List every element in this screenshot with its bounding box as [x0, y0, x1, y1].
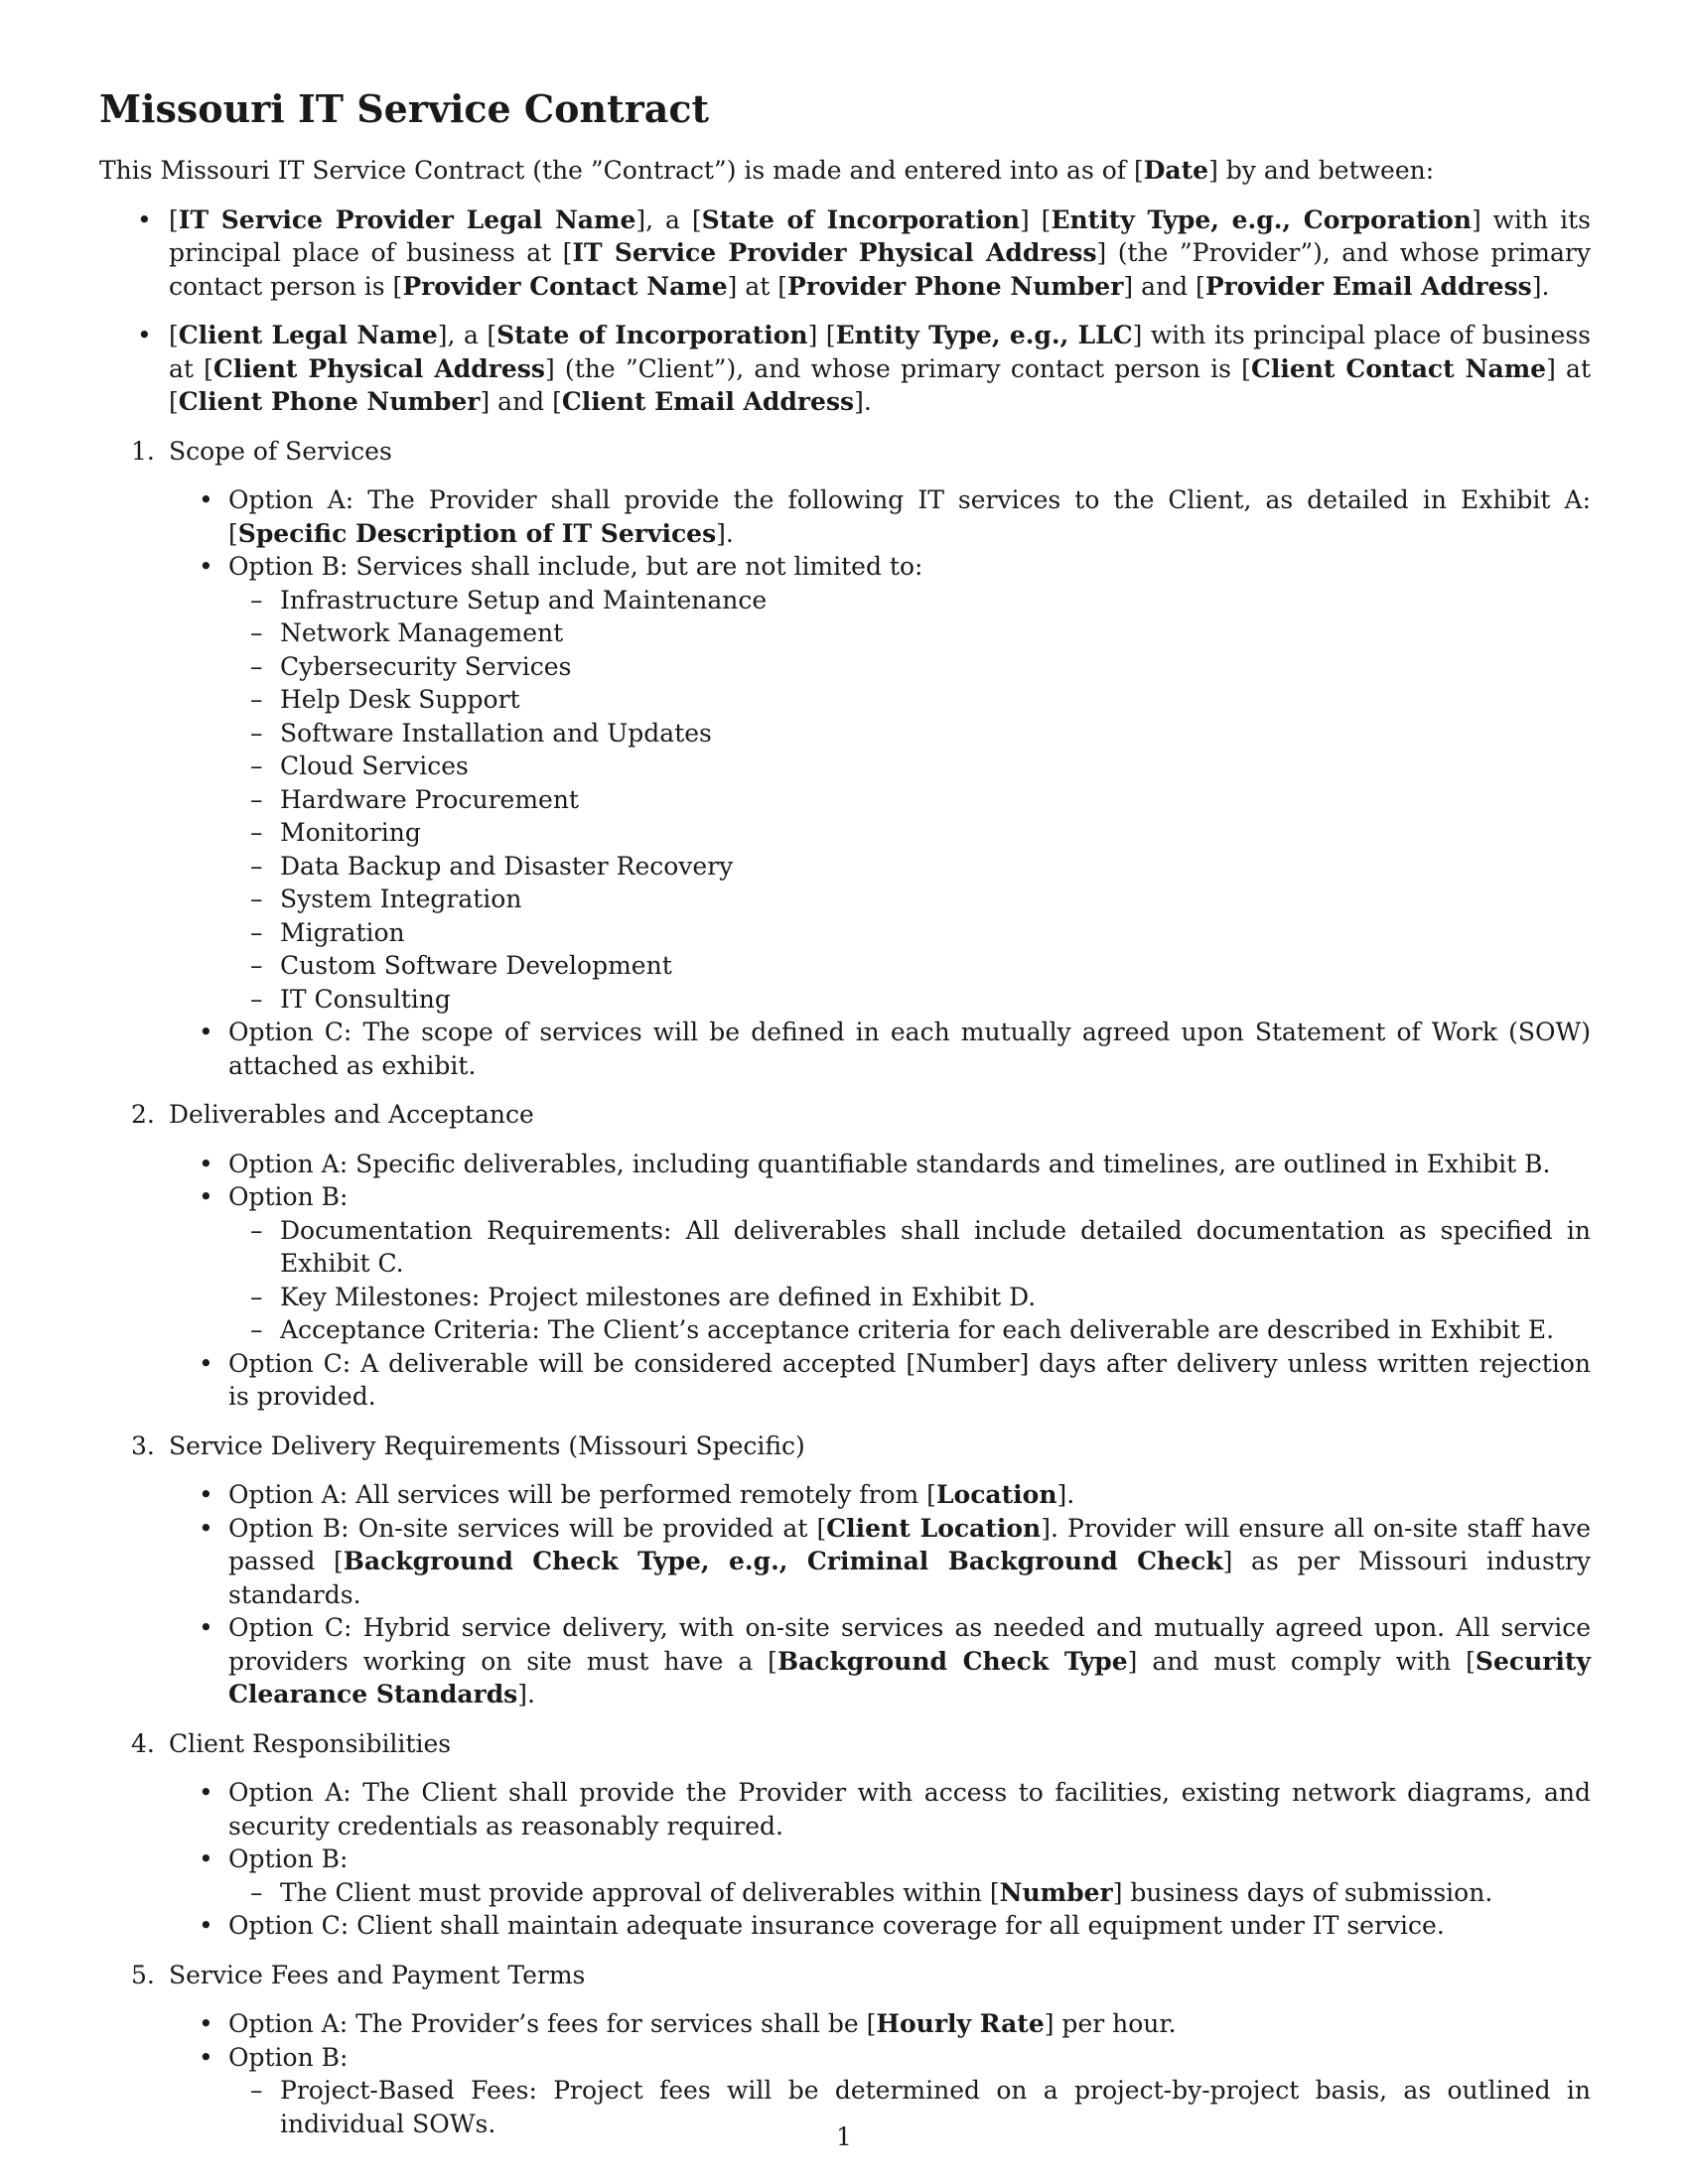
section-scope-of-services	[99, 435, 1591, 1083]
option-a: • Option A: Specific deliverables, including quantifiable standards and timelines, are outlined in Exhibit B.	[99, 1148, 1591, 1181]
option-b: • Option B: – Project-Based Fees: Project fees will be determined on a project-by-project basis, as outlined in individual SOWs.	[99, 2041, 1591, 2141]
option-c: • Option C: The scope of services will be defined in each mutually agreed upon Statement of Work (SOW) attached as exhibit.	[99, 1016, 1591, 1082]
option-a: • Option A: The Provider’s fees for services shall be [Hourly Rate] per hour.	[99, 2007, 1591, 2041]
option-c: • Option C: Client shall maintain adequate insurance coverage for all equipment under IT service.	[99, 1909, 1591, 1943]
parties-list	[99, 204, 1591, 419]
party-client: • [Client Legal Name], a [State of Incorporation] [Entity Type, e.g., LLC] with its principal place of business at [Client Physical Address] (the ”Client”), and whose primary contact person is [Client Contact Name] at [Client Phone Number] and [Client Email Address].	[99, 319, 1591, 419]
sections-list	[99, 435, 1591, 2141]
list-item: – Migration	[99, 916, 1591, 950]
deliverables-sublist	[228, 1214, 1591, 1347]
section-deliverables-and-acceptance	[99, 1098, 1591, 1414]
page-number: 1	[836, 2122, 852, 2151]
section-heading: 5. Service Fees and Payment Terms	[131, 1960, 586, 1989]
options-list	[99, 1148, 1591, 1414]
section-service-delivery-requirements	[99, 1430, 1591, 1711]
options-list	[99, 2007, 1591, 2140]
section-heading: 3. Service Delivery Requirements (Missouri Specific)	[131, 1431, 805, 1460]
list-item: – The Client must provide approval of deliverables within [Number] business days of submission.	[99, 1876, 1591, 1910]
options-list	[99, 1478, 1591, 1711]
option-b: • Option B: On-site services will be provided at [Client Location]. Provider will ensure all on-site staff have passed [Background Check Type, e.g., Criminal Background Check] as per Missouri industry standards.	[99, 1512, 1591, 1612]
section-heading: 4. Client Responsibilities	[131, 1728, 452, 1758]
list-item: – Monitoring	[99, 816, 1591, 850]
placeholder-date: Date	[1143, 156, 1209, 185]
list-item: – IT Consulting	[99, 983, 1591, 1017]
list-item: – Network Management	[99, 616, 1591, 650]
option-a: • Option A: The Client shall provide the Provider with access to facilities, existing network diagrams, and security credentials as reasonably required.	[99, 1776, 1591, 1843]
party-provider: • [IT Service Provider Legal Name], a [State of Incorporation] [Entity Type, e.g., Corporation] with its principal place of business at [IT Service Provider Physical Address] (the ”Provider”), and whose primary contact person is [Provider Contact Name] at [Provider Phone Number] and [Provider Email Address].	[99, 204, 1591, 304]
section-client-responsibilities	[99, 1727, 1591, 1943]
section-heading: 1. Scope of Services	[131, 436, 392, 466]
option-b: • Option B: – The Client must provide approval of deliverables within [Number] business days of submission.	[99, 1843, 1591, 1909]
list-item: – Project-Based Fees: Project fees will be determined on a project-by-project basis, as outlined in individual SOWs.	[99, 2074, 1591, 2140]
intro-paragraph: This Missouri IT Service Contract (the ”Contract”) is made and entered into as of [Date] by and between:	[99, 156, 1435, 185]
option-c: • Option C: A deliverable will be considered accepted [Number] days after delivery unless written rejection is provided.	[99, 1347, 1591, 1414]
list-item: – Acceptance Criteria: The Client’s acceptance criteria for each deliverable are described in Exhibit E.	[99, 1313, 1591, 1347]
list-item: – Key Milestones: Project milestones are defined in Exhibit D.	[99, 1281, 1591, 1314]
list-item: – Help Desk Support	[99, 683, 1591, 717]
list-item: – Data Backup and Disaster Recovery	[99, 850, 1591, 884]
list-item: – Cybersecurity Services	[99, 650, 1591, 684]
list-item: – Infrastructure Setup and Maintenance	[99, 584, 1591, 617]
options-list	[99, 483, 1591, 1082]
list-item: – Hardware Procurement	[99, 783, 1591, 817]
option-b: • Option B: Services shall include, but are not limited to: – Infrastructure Setup and Maintenance – Network Management – Cybersecurity Services – Help Desk Support – Software Installation and Updates – Cloud Services – Hardware Procurement – Monitoring – Data Backup and Disaster Recovery – System Integration – Migration – Custom Software Development – IT Consulting	[99, 550, 1591, 1016]
option-a: • Option A: All services will be performed remotely from [Location].	[99, 1478, 1591, 1512]
document-title: Missouri IT Service Contract	[99, 86, 710, 131]
list-item: – Software Installation and Updates	[99, 717, 1591, 751]
list-item: – Cloud Services	[99, 750, 1591, 783]
list-item: – Documentation Requirements: All deliverables shall include detailed documentation as specified in Exhibit C.	[99, 1214, 1591, 1281]
option-c: • Option C: Hybrid service delivery, with on-site services as needed and mutually agreed upon. All service providers working on site must have a [Background Check Type] and must comply with [Security Clearance Standards].	[99, 1611, 1591, 1711]
section-service-fees-and-payment-terms	[99, 1959, 1591, 2141]
options-list	[99, 1776, 1591, 1943]
option-b: • Option B: – Documentation Requirements: All deliverables shall include detailed documentation as specified in Exhibit C. – Key Milestones: Project milestones are defined in Exhibit D. – Acceptance Criteria: The Client’s acceptance criteria for each deliverable are described in Exhibit E.	[99, 1180, 1591, 1347]
document-page	[99, 84, 1591, 2140]
responsibilities-sublist	[228, 1876, 1591, 1910]
section-heading: 2. Deliverables and Acceptance	[131, 1100, 534, 1129]
option-a: • Option A: The Provider shall provide the following IT services to the Client, as detailed in Exhibit A: [Specific Description of IT Services].	[99, 483, 1591, 550]
list-item: – System Integration	[99, 883, 1591, 916]
services-sublist	[228, 584, 1591, 1017]
list-item: – Custom Software Development	[99, 949, 1591, 983]
